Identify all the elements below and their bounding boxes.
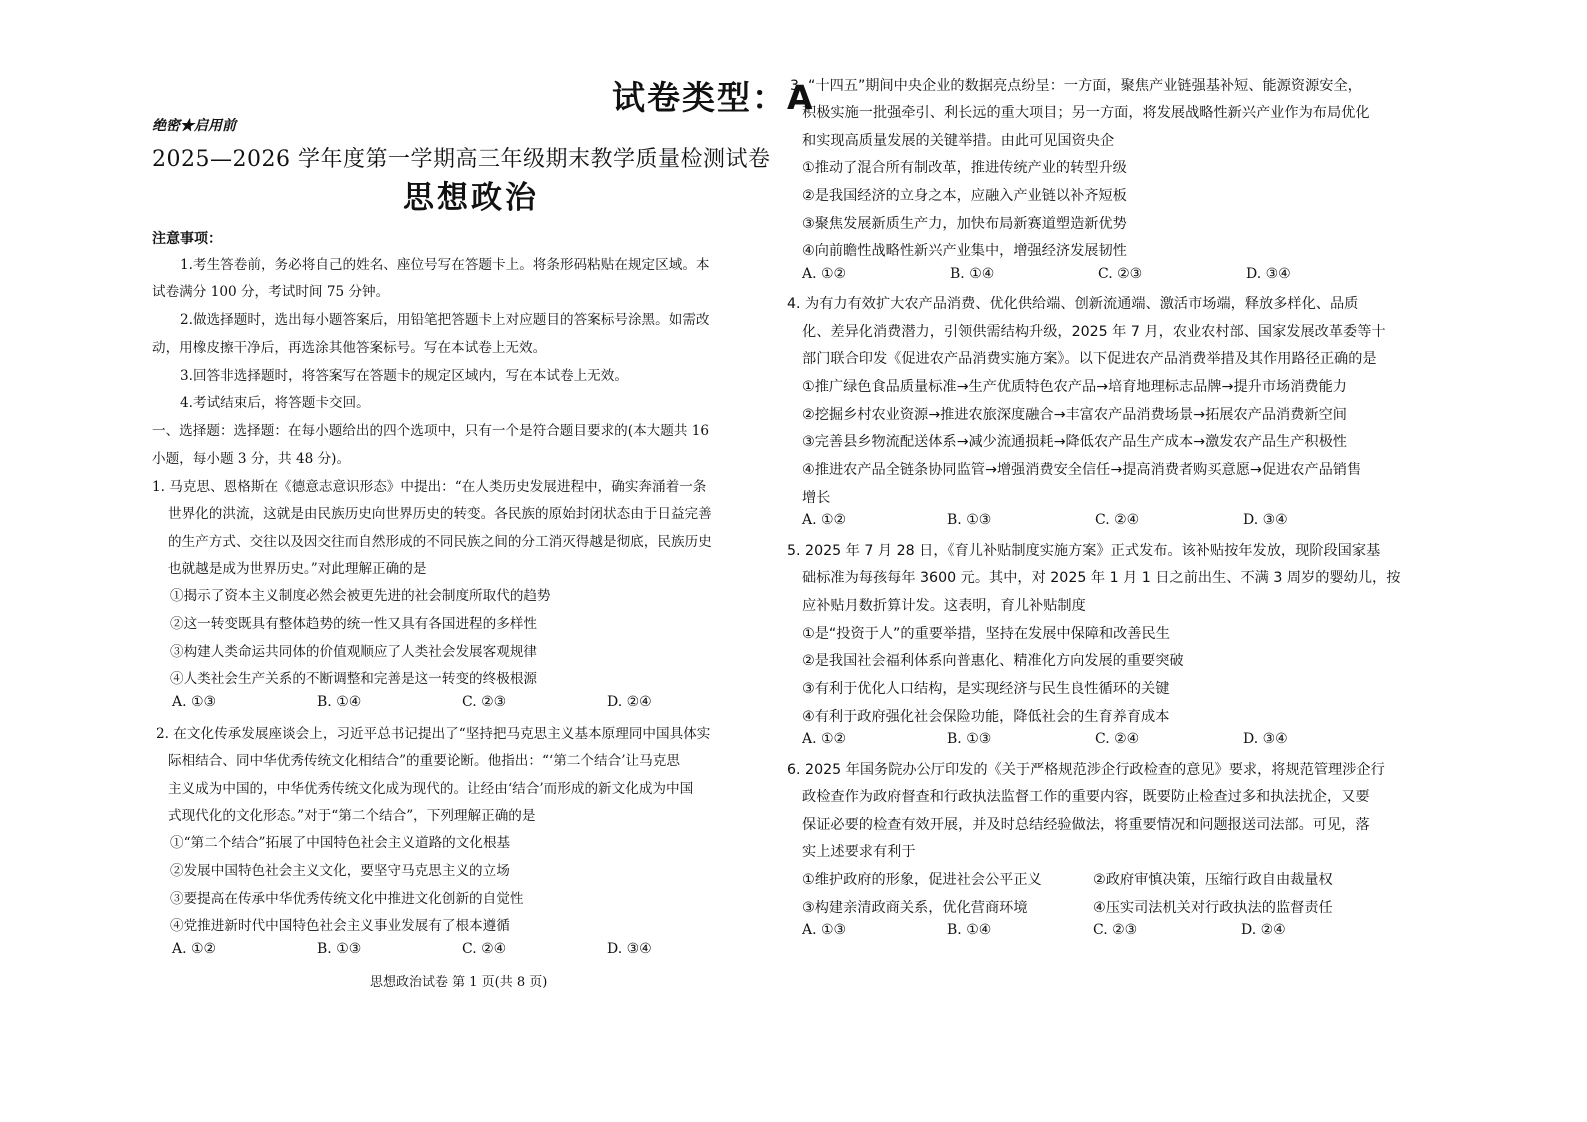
q1-stem: 的生产方式、交往以及因交往而自然形成的不同民族之间的分工消灭得越是彻底，民族历史	[168, 534, 712, 550]
secret-label: 绝密★启用前	[152, 118, 236, 134]
option-d[interactable]: D. ②④	[607, 694, 652, 710]
option-b[interactable]: B. ①③	[317, 941, 362, 957]
q2-stem: 际相结合、同中华优秀传统文化相结合”的重要论断。他指出：“‘第二个结合’让马克思	[168, 753, 680, 769]
q2-options	[172, 941, 652, 957]
subject-title: 思想政治	[403, 180, 539, 216]
q2-item: ④党推进新时代中国特色社会主义事业发展有了根本遵循	[170, 918, 510, 934]
notice-line: 2.做选择题时，选出每小题答案后，用铅笔把答题卡上对应题目的答案标号涂黑。如需改	[180, 312, 710, 328]
q4-stem: 化、差异化消费潜力，引领供需结构升级，2025 年 7 月，农业农村部、国家发展改革委等十	[802, 324, 1386, 340]
q2-stem: 主义成为中国的，中华优秀传统文化成为现代的。让经由‘结合’而形成的新文化成为中国	[168, 781, 694, 797]
option-a[interactable]: A. ①②	[802, 266, 847, 282]
notice-line: 4.考试结束后，将答题卡交回。	[180, 395, 370, 411]
option-c[interactable]: C. ②④	[1095, 512, 1140, 528]
q6-item: ④压实司法机关对行政执法的监督责任	[1093, 900, 1333, 916]
q6-stem: 6. 2025 年国务院办公厅印发的《关于严格规范涉企行政检查的意见》要求，将规范管理涉企行	[787, 762, 1385, 778]
q1-stem: 也就越是成为世界历史。”对此理解正确的是	[168, 561, 427, 577]
q5-item: ③有利于优化人口结构，是实现经济与民生良性循环的关键	[802, 681, 1170, 697]
q4-stem: 部门联合印发《促进农产品消费实施方案》。以下促进农产品消费举措及其作用路径正确的是	[802, 351, 1377, 367]
q6-options	[802, 922, 1286, 938]
q3-item: ②是我国经济的立身之本，应融入产业链以补齐短板	[802, 188, 1127, 204]
q6-item: ①维护政府的形象，促进社会公平正义	[802, 872, 1042, 888]
q2-item: ①“第二个结合”拓展了中国特色社会主义道路的文化根基	[170, 835, 511, 851]
q5-item: ②是我国社会福利体系向普惠化、精准化方向发展的重要突破	[802, 653, 1184, 669]
option-c[interactable]: C. ②④	[1095, 731, 1140, 747]
q6-stem: 保证必要的检查有效开展，并及时总结经验做法，将重要情况和问题报送司法部。可见，落	[802, 817, 1370, 833]
option-a[interactable]: A. ①③	[172, 694, 217, 710]
q6-item: ③构建亲清政商关系，优化营商环境	[802, 900, 1028, 916]
q3-item: ③聚焦发展新质生产力，加快布局新赛道塑造新优势	[802, 216, 1127, 232]
q1-stem: 1. 马克思、恩格斯在《德意志意识形态》中提出：“在人类历史发展进程中，确实奔涌着一条	[152, 479, 707, 495]
notice-line: 动，用橡皮擦干净后，再选涂其他答案标号。写在本试卷上无效。	[152, 340, 547, 356]
q2-item: ②发展中国特色社会主义文化，要坚守马克思主义的立场	[170, 863, 510, 879]
q6-stem: 政检查作为政府督查和行政执法监督工作的重要内容，既要防止检查过多和执法扰企，又要	[802, 789, 1370, 805]
exam-type-label: 试卷类型：A	[612, 78, 815, 117]
q3-item: ④向前瞻性战略性新兴产业集中，增强经济发展韧性	[802, 243, 1127, 259]
q4-item: ①推广绿色食品质量标准→生产优质特色农产品→培育地理标志品牌→提升市场消费能力	[802, 379, 1347, 395]
q2-stem: 2. 在文化传承发展座谈会上，习近平总书记提出了“坚持把马克思主义基本原理同中国具体实	[156, 726, 711, 742]
option-b[interactable]: B. ①③	[947, 512, 992, 528]
q1-options	[172, 694, 652, 710]
option-c[interactable]: C. ②③	[462, 694, 507, 710]
option-d[interactable]: D. ③④	[1243, 512, 1288, 528]
option-d[interactable]: D. ③④	[607, 941, 652, 957]
section-instruction: 小题，每小题 3 分，共 48 分)。	[152, 451, 351, 467]
option-b[interactable]: B. ①③	[947, 731, 992, 747]
q5-stem: 应补贴月数折算计发。这表明，育儿补贴制度	[802, 598, 1086, 614]
notice-line: 3.回答非选择题时，将答案写在答题卡的规定区域内，写在本试卷上无效。	[180, 368, 628, 384]
option-a[interactable]: A. ①②	[172, 941, 217, 957]
q1-stem: 世界化的洪流，这就是由民族历史向世界历史的转变。各民族的原始封闭状态由于日益完善	[168, 506, 712, 522]
q4-item: 增长	[802, 490, 831, 506]
option-a[interactable]: A. ①②	[802, 731, 847, 747]
option-c[interactable]: C. ②③	[1098, 266, 1143, 282]
option-c[interactable]: C. ②③	[1093, 922, 1138, 938]
q2-stem: 式现代化的文化形态。”对于“第二个结合”，下列理解正确的是	[168, 808, 536, 824]
option-a[interactable]: A. ①②	[802, 512, 847, 528]
q1-item: ②这一转变既具有整体趋势的统一性又具有各国进程的多样性	[170, 616, 538, 632]
q3-stem: 积极实施一批强牵引、利长远的重大项目；另一方面，将发展战略性新兴产业作为布局优化	[802, 105, 1370, 121]
option-d[interactable]: D. ③④	[1246, 266, 1291, 282]
option-a[interactable]: A. ①③	[802, 922, 847, 938]
q6-stem: 实上述要求有利于	[802, 844, 916, 860]
q3-stem: 和实现高质量发展的关键举措。由此可见国资央企	[802, 133, 1115, 149]
q1-item: ③构建人类命运共同体的价值观顺应了人类社会发展客观规律	[170, 644, 538, 660]
option-b[interactable]: B. ①④	[317, 694, 362, 710]
notice-line: 1.考生答卷前，务必将自己的姓名、座位号写在答题卡上。将条形码粘贴在规定区域。本	[180, 257, 710, 273]
notice-line: 试卷满分 100 分，考试时间 75 分钟。	[152, 284, 390, 300]
q5-item: ①是“投资于人”的重要举措，坚持在发展中保障和改善民生	[802, 626, 1170, 642]
notice-heading: 注意事项：	[152, 231, 222, 247]
q1-item: ④人类社会生产关系的不断调整和完善是这一转变的终极根源	[170, 671, 538, 687]
q5-options	[802, 731, 1288, 747]
q4-stem: 4. 为有力有效扩大农产品消费、优化供给端、创新流通端、激活市场端，释放多样化、品质	[787, 296, 1359, 312]
option-b[interactable]: B. ①④	[947, 922, 992, 938]
q5-stem: 础标准为每孩每年 3600 元。其中，对 2025 年 1 月 1 日之前出生、不满 3 周岁的婴幼儿，按	[802, 570, 1401, 586]
q4-item: ④推进农产品全链条协同监管→增强消费安全信任→提高消费者购买意愿→促进农产品销售	[802, 462, 1362, 478]
option-d[interactable]: D. ③④	[1243, 731, 1288, 747]
q5-stem: 5. 2025 年 7 月 28 日，《育儿补贴制度实施方案》正式发布。该补贴按年发放，现阶段国家基	[787, 543, 1381, 559]
q4-item: ②挖掘乡村农业资源→推进农旅深度融合→丰富农产品消费场景→拓展农产品消费新空间	[802, 407, 1347, 423]
q6-item: ②政府审慎决策，压缩行政自由裁量权	[1093, 872, 1333, 888]
exam-title: 2025—2026 学年度第一学期高三年级期末教学质量检测试卷	[152, 147, 771, 172]
page-footer: 思想政治试卷 第 1 页(共 8 页)	[370, 975, 548, 990]
q3-options	[802, 266, 1291, 282]
option-b[interactable]: B. ①④	[950, 266, 995, 282]
q1-item: ①揭示了资本主义制度必然会被更先进的社会制度所取代的趋势	[170, 588, 551, 604]
section-instruction: 一、选择题：选择题：在每小题给出的四个选项中，只有一个是符合题目要求的(本大题共 16	[152, 423, 710, 439]
q5-item: ④有利于政府强化社会保险功能，降低社会的生育养育成本	[802, 709, 1170, 725]
q3-item: ①推动了混合所有制改革，推进传统产业的转型升级	[802, 160, 1127, 176]
option-d[interactable]: D. ②④	[1241, 922, 1286, 938]
q2-item: ③要提高在传承中华优秀传统文化中推进文化创新的自觉性	[170, 891, 524, 907]
q3-stem: 3. “十四五”期间中央企业的数据亮点纷呈：一方面，聚焦产业链强基补短、能源资源安全，	[790, 78, 1362, 94]
q4-item: ③完善县乡物流配送体系→减少流通损耗→降低农产品生产成本→激发农产品生产积极性	[802, 434, 1347, 450]
option-c[interactable]: C. ②④	[462, 941, 507, 957]
q4-options	[802, 512, 1288, 528]
